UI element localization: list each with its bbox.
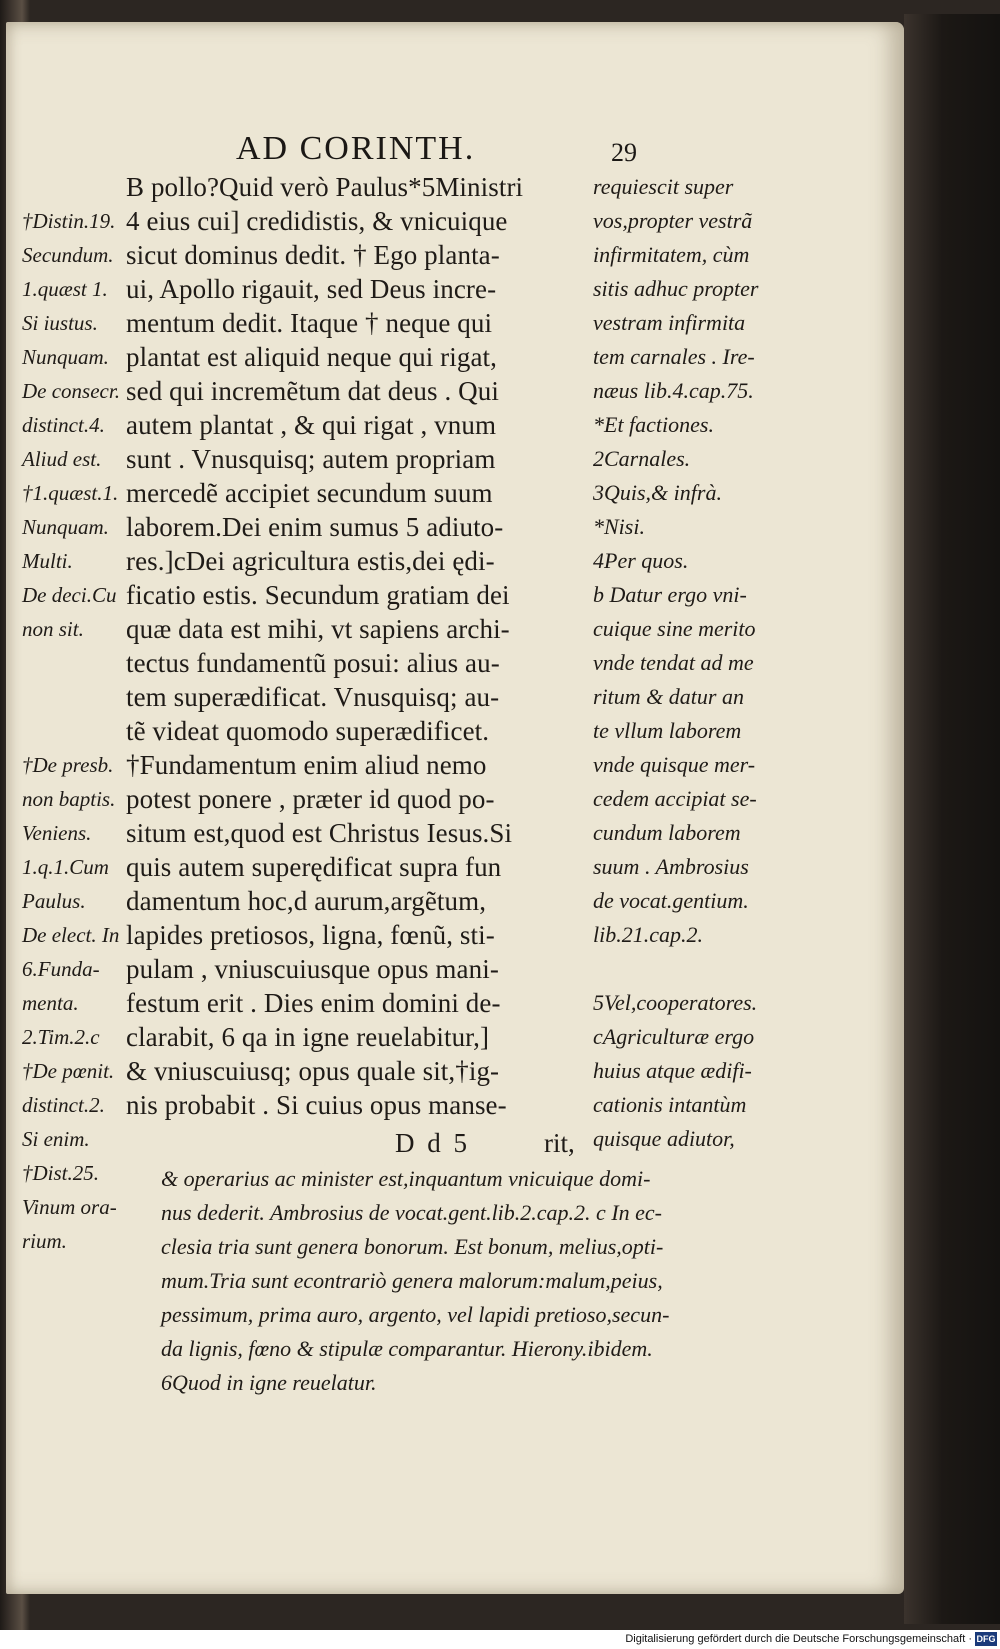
text-line: ficatio estis. Secundum gratiam dei — [126, 580, 510, 610]
margin-note-line: 2.Tim.2.c — [22, 1025, 100, 1049]
text-line: situm est,quod est Christus Iesus.Si — [126, 818, 513, 848]
gloss-line: requiescit super — [593, 174, 734, 199]
gloss-line: huius atque ædifi- — [593, 1058, 752, 1083]
text-line: sed qui incremẽtum dat deus . Qui — [126, 376, 499, 406]
margin-note-line: distinct.4. — [22, 413, 105, 437]
gloss-line: vos,propter vestrã — [593, 208, 753, 233]
gloss-line: infirmitatem, cùm — [593, 242, 750, 267]
margin-note-line: Nunquam. — [22, 345, 109, 369]
text-line: tem superædificat. Vnusquisq; au- — [126, 682, 500, 712]
footnote-line: da lignis, fœno & stipulæ comparantur. Hierony.ibidem. — [161, 1336, 653, 1361]
margin-note-line: †De presb. — [22, 753, 114, 777]
margin-note-line: De deci.Cu — [22, 583, 117, 607]
right-margin-notes — [593, 170, 758, 1156]
book-edge — [904, 14, 1000, 1624]
margin-note-line: Si iustus. — [22, 311, 98, 335]
text-line: mentum dedit. Itaque † neque qui — [126, 308, 493, 338]
margin-note-line: 1.quæst 1. — [22, 277, 108, 301]
gloss-line: vnde quisque mer- — [593, 752, 756, 777]
margin-note-line: distinct.2. — [22, 1093, 105, 1117]
footnote-line: 6Quod in igne reuelatur. — [161, 1370, 377, 1395]
margin-note-line: De consecr. — [22, 379, 120, 403]
margin-note-line — [22, 646, 120, 680]
margin-note-line: †1.quæst.1. — [22, 481, 119, 505]
margin-note-line: †De pœnit. — [22, 1059, 115, 1083]
footnote-line: mum.Tria sunt econtrariò genera malorum:malum,peius, — [161, 1268, 663, 1293]
gloss-line: vestram infirmita — [593, 310, 746, 335]
margin-note-line: Veniens. — [22, 821, 92, 845]
gloss-line: cationis intantùm — [593, 1092, 747, 1117]
gloss-line: b Datur ergo vni- — [593, 582, 747, 607]
footnote-line: nus dederit. Ambrosius de vocat.gent.lib.2.cap.2. c In ec- — [161, 1200, 663, 1225]
text-line: B pollo?Quid verò Paulus*5Ministri — [126, 172, 524, 202]
text-line: tẽ videat quomodo superædificet. — [126, 716, 490, 746]
text-line: autem plantat , & qui rigat , vnum — [126, 410, 497, 440]
text-line: sunt . Vnusquisq; autem propriam — [126, 444, 496, 474]
digitization-footer — [0, 1630, 1000, 1649]
margin-note-line: 6.Funda- — [22, 957, 100, 981]
gloss-line: suum . Ambrosius — [593, 854, 749, 879]
gloss-line: lib.21.cap.2. — [593, 922, 703, 947]
text-line: nis probabit . Si cuius opus manse- — [126, 1090, 507, 1120]
margin-note-line — [22, 714, 120, 748]
gloss-line: de vocat.gentium. — [593, 888, 749, 913]
text-line: clarabit, 6 qa in igne reuelabitur,] — [126, 1022, 490, 1052]
footer-credit: Digitalisierung gefördert durch die Deutsche Forschungsgemeinschaft · — [625, 1633, 972, 1645]
page-number: 29 — [611, 138, 637, 167]
margin-note-line: De elect. In — [22, 923, 120, 947]
margin-note-line: Vinum ora- — [22, 1195, 117, 1219]
gloss-line: tem carnales . Ire- — [593, 344, 755, 369]
gloss-line: cundum laborem — [593, 820, 741, 845]
gloss-line: *Et factiones. — [593, 412, 714, 437]
bottom-notes — [161, 1162, 669, 1400]
margin-note-line — [22, 680, 120, 714]
left-margin-notes — [22, 170, 120, 1258]
gloss-line: cuique sine merito — [593, 616, 756, 641]
text-line: ui, Apollo rigauit, sed Deus incre- — [126, 274, 497, 304]
text-line: tectus fundamentũ posui: alius au- — [126, 648, 500, 678]
gloss-line: 4Per quos. — [593, 548, 689, 573]
footnote-line: & operarius ac minister est,inquantum vnicuique domi- — [161, 1166, 651, 1191]
gloss-line — [593, 952, 758, 986]
signature-mark: D d 5 — [395, 1128, 467, 1158]
margin-note-line: menta. — [22, 991, 79, 1015]
gloss-line: 5Vel,cooperatores. — [593, 990, 758, 1015]
margin-note-line: †Dist.25. — [22, 1161, 100, 1185]
margin-note-line: Nunquam. — [22, 515, 109, 539]
footnote-line: clesia tria sunt genera bonorum. Est bonum, melius,opti- — [161, 1234, 664, 1259]
gloss-line: 2Carnales. — [593, 446, 691, 471]
signature-continuation: rit, — [544, 1128, 575, 1158]
footnote-line: pessimum, prima auro, argento, vel lapidi pretioso,secun- — [161, 1302, 670, 1327]
book-page — [6, 22, 904, 1594]
margin-note-line — [22, 170, 120, 204]
gloss-line: cedem accipiat se- — [593, 786, 757, 811]
gloss-line: sitis adhuc propter — [593, 276, 759, 301]
margin-note-line: Secundum. — [22, 243, 114, 267]
dfg-logo: DFG — [976, 1634, 996, 1644]
gloss-line: te vllum laborem — [593, 718, 742, 743]
text-line: sicut dominus dedit. † Ego planta- — [126, 240, 500, 270]
text-line: quis autem superędificat supra fun — [126, 852, 502, 882]
text-line: damentum hoc,d aurum,argẽtum, — [126, 886, 487, 916]
margin-note-line: Paulus. — [22, 889, 86, 913]
text-line: lapides pretiosos, ligna, fœnũ, sti- — [126, 920, 495, 950]
text-line: †Fundamentum enim aliud nemo — [126, 750, 487, 780]
main-text-column — [126, 170, 523, 1122]
gloss-line: næus lib.4.cap.75. — [593, 378, 754, 403]
gloss-line: 3Quis,& infrà. — [593, 480, 722, 505]
text-line: & vniuscuiusq; opus quale sit,†ig- — [126, 1056, 500, 1086]
text-line: res.]cDei agricultura estis,dei ędi- — [126, 546, 495, 576]
margin-note-line: Aliud est. — [22, 447, 102, 471]
gloss-line: ritum & datur an — [593, 684, 744, 709]
margin-note-line: Si enim. — [22, 1127, 90, 1151]
running-title: AD CORINTH. — [236, 130, 476, 167]
gloss-line: quisque adiutor, — [593, 1126, 735, 1151]
margin-note-line: non baptis. — [22, 787, 116, 811]
text-line: laborem.Dei enim sumus 5 adiuto- — [126, 512, 504, 542]
text-line: potest ponere , præter id quod po- — [126, 784, 495, 814]
text-line: plantat est aliquid neque qui rigat, — [126, 342, 498, 372]
text-line: mercedẽ accipiet secundum suum — [126, 478, 493, 508]
gloss-line: vnde tendat ad me — [593, 650, 754, 675]
text-line: quæ data est mihi, vt sapiens archi- — [126, 614, 510, 644]
gloss-line: cAgriculturæ ergo — [593, 1024, 755, 1049]
text-line: pulam , vniuscuiusque opus mani- — [126, 954, 499, 984]
margin-note-line: Multi. — [22, 549, 73, 573]
margin-note-line: †Distin.19. — [22, 209, 116, 233]
margin-note-line: 1.q.1.Cum — [22, 855, 109, 879]
text-line: festum erit . Dies enim domini de- — [126, 988, 501, 1018]
margin-note-line: rium. — [22, 1229, 67, 1253]
text-line: 4 eius cui] credidistis, & vnicuique — [126, 206, 508, 236]
margin-note-line: non sit. — [22, 617, 84, 641]
gloss-line: *Nisi. — [593, 514, 645, 539]
